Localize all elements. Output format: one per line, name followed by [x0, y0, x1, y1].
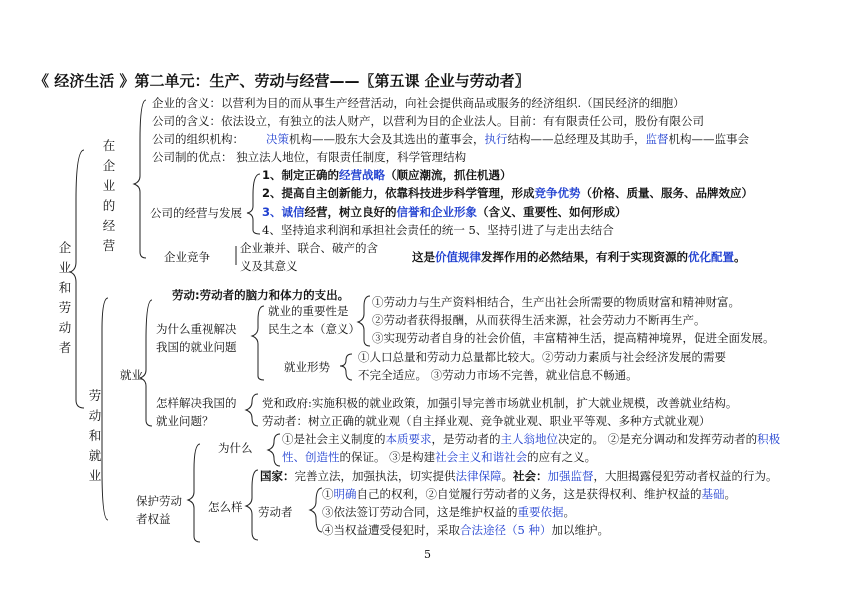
org-mid3: 机构——监事会 — [668, 132, 749, 146]
comp-result-d: 优化配置 — [688, 250, 734, 264]
situation-1: ①人口总量和劳动力总量都比较大。②劳动力素质与社会经济发展的需要 — [358, 350, 726, 364]
comp-result — [412, 250, 746, 264]
labor-definition: 劳动:劳动者的脑力和体力的支出。 — [172, 288, 350, 302]
comp-result-b: 价值规律 — [435, 250, 481, 264]
w1-b: 明确 — [333, 487, 357, 501]
org-decision: 决策 — [266, 132, 289, 146]
ops2-a: 2、提高自主创新能力，依靠科技进步科学管理，形成 — [262, 186, 535, 200]
state-society — [260, 469, 778, 483]
ops-item-45: 4、坚持追求利润和承担社会责任的统一 5、坚持引进了与走出去结合 — [262, 223, 614, 237]
comp-label: 企业竞争 — [164, 250, 210, 264]
comp-text-2: 义及其意义 — [240, 259, 298, 273]
pw1-d: 主人翁地位 — [500, 432, 558, 446]
pw2-d: 的应有之义。 — [527, 450, 597, 464]
brace-why2 — [268, 434, 280, 466]
ops-item-2 — [262, 186, 753, 200]
brace-how2 — [246, 470, 258, 540]
org-mid1: 机构——股东大会及其选出的董事会， — [289, 132, 485, 146]
label-in-enterprise: 在企业的经营 — [102, 138, 116, 253]
brace-worker — [310, 488, 322, 532]
how2-label: 怎么样 — [208, 500, 243, 514]
w1-d: 基础 — [701, 487, 725, 501]
brace-protect — [188, 444, 200, 542]
ops1-a: 1、制定正确的 — [262, 168, 340, 182]
org-mid2: 结构——总经理及其助手， — [507, 132, 646, 146]
protect-label-2: 者权益 — [136, 512, 171, 526]
w2-a: ③依法签订劳动合同，这是维护权益的 — [322, 505, 518, 519]
w3-c: 加以维护。 — [551, 523, 609, 537]
situation-2: 不完全适应。 ③劳动力市场不完善，就业信息不畅通。 — [358, 368, 638, 382]
worker-2 — [322, 505, 575, 519]
state-c: 法律保障 — [455, 469, 502, 483]
org-exec: 执行 — [484, 132, 508, 146]
w1-e: 。 — [724, 487, 736, 501]
comp-text-1: 企业兼并、联合、破产的含 — [240, 241, 378, 255]
label-enterprise-labor: 企业和劳动者 — [58, 240, 72, 355]
state-g: ，大胆揭露侵犯劳动者权益的行为。 — [593, 469, 778, 483]
brace-main — [70, 150, 84, 408]
pw1-b: 本质要求 — [385, 432, 432, 446]
ops2-b: 竞争优势 — [534, 186, 581, 200]
w1-a: ① — [322, 487, 334, 501]
org-supervise: 监督 — [645, 132, 669, 146]
state-f: 加强监督 — [547, 469, 594, 483]
w1-c: 自己的权利，②自觉履行劳动者的义务，这是获得权利、维护权益的 — [356, 487, 702, 501]
company-meaning: 公司的含义：依法设立，有独立的法人财产，以营利为目的企业法人。目前：有有限责任公司，股份有限公司 — [152, 114, 704, 128]
state-a: 国家： — [260, 469, 295, 483]
pw1-a: ①是社会主义制度的 — [282, 432, 386, 446]
page-title: 《 经济生活 》第二单元：生产、劳动与经营——〖第五课 企业与劳动者〗 — [34, 72, 530, 90]
pw2-c: 社会主义和谐社会 — [435, 450, 528, 464]
protect-why-1 — [282, 432, 780, 446]
comp-result-a: 这是 — [412, 250, 435, 264]
w2-c: 。 — [563, 505, 575, 519]
company-advantage: 公司制的优点： 独立法人地位，有限责任制度，科学管理结构 — [152, 150, 467, 164]
protect-why-2 — [282, 450, 596, 464]
ops3-a: 3、诚信 — [262, 205, 305, 219]
ops1-b: 经营战略 — [339, 168, 386, 182]
comp-result-c: 发挥作用的必然结果，有利于实现资源的 — [481, 250, 688, 264]
enterprise-meaning: 企业的含义：以营利为目的而从事生产经营活动，向社会提供商品或服务的经济组织.（国民经济的细胞） — [152, 96, 685, 110]
worker-label: 劳动者 — [258, 505, 293, 519]
state-e: 社会： — [513, 469, 548, 483]
pw1-c: ，是劳动者的 — [431, 432, 501, 446]
brace-employment — [140, 300, 152, 426]
ops-item-1 — [262, 168, 512, 182]
importance-label-2: 民生之本（意义） — [268, 322, 360, 336]
brace-ops — [247, 174, 260, 234]
importance-2: ②劳动者获得报酬，从而获得生活来源，社会劳动力不断再生产。 — [372, 313, 706, 327]
brace-situation — [340, 354, 352, 380]
w3-b: 合法途径（5 种） — [460, 523, 552, 537]
ops2-c: （价格、质量、服务、品牌效应） — [580, 186, 753, 200]
brace-enterprise — [134, 100, 146, 258]
ops3-c: 信誉和企业形象 — [396, 205, 478, 219]
brace-importance — [358, 296, 370, 346]
comp-result-e: 。 — [734, 250, 746, 264]
pw2-b: 的保证。 ③是构建 — [339, 450, 436, 464]
situation-label: 就业形势 — [284, 360, 330, 374]
w2-b: 重要依据 — [517, 505, 564, 519]
importance-3: ③实现劳动者自身的社会价值，丰富精神生活，提高精神境界，促进全面发展。 — [372, 331, 775, 345]
company-organization — [152, 132, 749, 146]
how-government: 党和政府:实施积极的就业政策，加强引导完善市场就业机制，扩大就业规模，改善就业结构。 — [262, 396, 738, 410]
employment-label: 就业 — [120, 368, 143, 382]
ops3-d: （含义、重要性、如何形成） — [477, 205, 627, 219]
protect-label-1: 保护劳动 — [136, 494, 182, 508]
how-worker: 劳动者：树立正确的就业观（自主择业观、竞争就业观、职业平等观、多种方式就业观） — [262, 414, 711, 428]
ops-label: 公司的经营与发展 — [150, 206, 242, 220]
why-label-2: 我国的就业问题 — [156, 340, 237, 354]
pw1-e: 决定的。 ②是充分调动和发挥劳动者的 — [558, 432, 758, 446]
pw1-f: 积极 — [757, 432, 781, 446]
org-prefix: 公司的组织机构： — [152, 132, 244, 146]
worker-3 — [322, 523, 609, 537]
state-d: 。 — [501, 469, 513, 483]
ops1-c: （顺应潮流，抓住机遇） — [385, 168, 512, 182]
ops3-b: 经营，树立良好的 — [304, 205, 397, 219]
how-label-1: 怎样解决我国的 — [156, 396, 237, 410]
why2-label: 为什么 — [218, 441, 253, 455]
worker-1 — [322, 487, 736, 501]
state-b: 完善立法，加强执法，切实提供 — [294, 469, 456, 483]
importance-label-1: 就业的重要性是 — [268, 304, 349, 318]
brace-why — [252, 306, 264, 380]
why-label-1: 为什么重视解决 — [156, 322, 237, 336]
importance-1: ①劳动力与生产资料相结合，生产出社会所需要的物质财富和精神财富。 — [372, 295, 740, 309]
page-number: 5 — [424, 548, 431, 561]
label-labor-employment: 劳动和就业 — [88, 388, 102, 483]
brace-how — [246, 394, 258, 426]
ops-item-3 — [262, 205, 627, 219]
pw2-a: 性、创造性 — [282, 450, 340, 464]
w3-a: ④当权益遭受侵犯时，采取 — [322, 523, 460, 537]
brace-labor — [102, 298, 108, 520]
how-label-2: 就业问题？ — [156, 414, 214, 428]
